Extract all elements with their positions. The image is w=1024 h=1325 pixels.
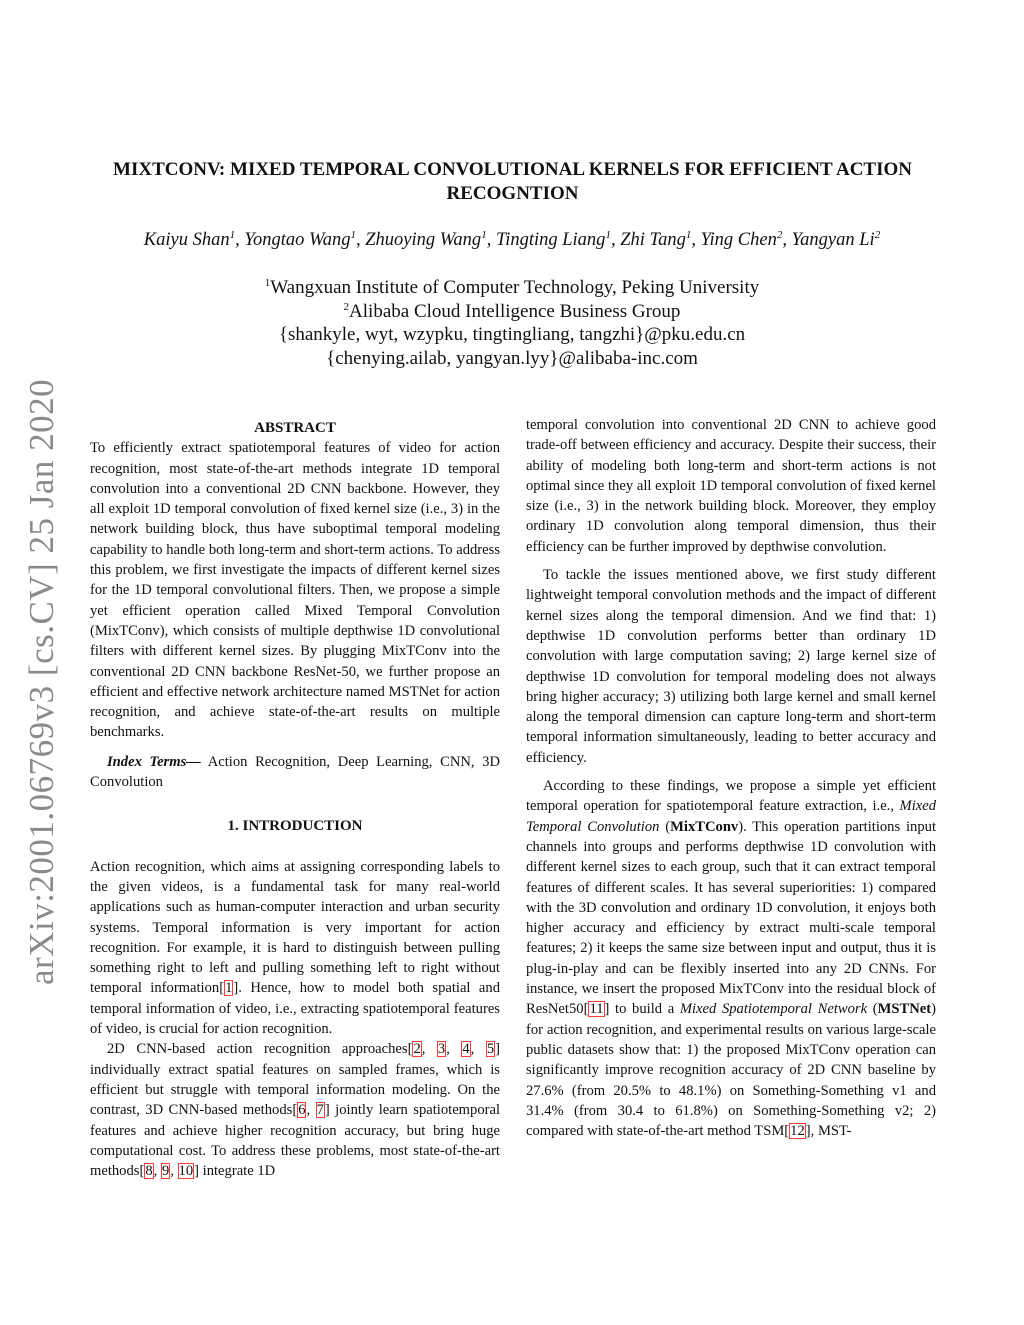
- author-list: Kaiyu Shan$^1$, Yongtao Wang$^1$, Zhuoying Wang$^1$, Tingting Liang$^1$, Zhi Tang$^1$, Ying Chen$^2$, Yangyan Li$^2$: [143, 229, 881, 250]
- index-terms-label: Index Terms—: [107, 753, 201, 770]
- citation-link[interactable]: 2: [413, 1041, 421, 1058]
- author: Yangyan Li$^2$: [791, 229, 881, 250]
- author: Tingting Liang$^1$: [495, 229, 611, 250]
- index-terms: [90, 752, 500, 793]
- author: Ying Chen$^2$: [700, 229, 783, 250]
- email-line-2: {chenying.ailab, yangyan.lyy}@alibaba-inc.com: [326, 348, 698, 369]
- intro-paragraph-5: According to these findings, we propose a simple yet efficient temporal operation for spatiotemporal feature extraction, i.e., Mixed Temporal Convolution (MixTConv). This operation partitions input channels into groups and performs depthwise 1D convolution with different kernel sizes to each group, such that it can extract temporal features of different scales. It has several superiorities: 1) compared with the 3D convolution and ordinary 1D convolution, it enjoys both higher accuracy and efficiency by extract multi-scale temporal features; 2) it keeps the same size between input and output, thus it is plug-in-play and can be flexibly inserted into any 2D CNNs. For instance, we insert the proposed MixTConv into the residual block of ResNet50[11] to build a Mixed Spatiotemporal Network (MSTNet) for action recognition, and experimental results on various large-scale public datasets show that: 1) the proposed MixTConv operation can significantly improve recognition accuracy of 2D CNN baseline by 27.6% (from 20.5% to 48.1%) on Something-Something v1 and 31.4% (from 30.4 to 61.8%) on Something-Something v2; 2) compared with state-of-the-art method TSM[12], MST-: [526, 778, 936, 1140]
- intro-paragraph-2: 2D CNN-based action recognition approaches[2, 3, 4, 5] individually extract spatial features on sampled frames, which is efficient but struggle with temporal information modeling. On the contrast, 3D CNN-based methods[6, 7] jointly learn spatiotemporal features and achieve higher recognition accuracy, but bring huge computational cost. To address these problems, most state-of-the-art methods[8, 9, 10] integrate 1D: [90, 1041, 501, 1180]
- citation-link[interactable]: 4: [462, 1041, 470, 1058]
- abstract-heading: ABSTRACT: [254, 420, 336, 436]
- author: Yongtao Wang$^1$: [244, 229, 356, 250]
- author: Kaiyu Shan$^1$: [143, 229, 236, 250]
- right-column: [526, 415, 936, 1141]
- title-line-2: RECOGNTION: [446, 183, 579, 204]
- intro-heading: 1. INTRODUCTION: [227, 818, 363, 835]
- citation-link[interactable]: 9: [161, 1163, 170, 1180]
- abstract-text: To efficiently extract spatiotemporal features of video for action recognition, most state-of-the-art methods integrate 1D temporal convolution into a conventional 2D CNN backbone. However, they all exploit 1D temporal convolution of fixed kernel size (i.e., 3) in the network building block, thus have suboptimal temporal modeling capability to handle both long-term and short-term actions. To address this problem, we first investigate the impacts of different kernel sizes for the 1D temporal convolutional filters. Then, we propose a simple yet efficient operation called Mixed Temporal Convolution (MixTConv), which consists of multiple depthwise 1D convolutional filters with different kernel sizes. By plugging MixTConv into the conventional 2D CNN backbone ResNet-50, we further propose an efficient and effective network architecture named MSTNet for action recognition, and achieve state-of-the-art results on multiple benchmarks.: [90, 440, 500, 741]
- intro-paragraph-1: Action recognition, which aims at assigning corresponding labels to the given videos, is a fundamental task for many real-world applications such as human-computer interaction and urban security systems. Temporal information is very important for action recognition. For example, it is hard to distinguish between pulling something right to left and pulling something left to right without temporal information[1]. Hence, how to model both spatial and temporal information of video, i.e., extracting spatiotemporal features of video, is crucial for action recognition.: [90, 858, 500, 1038]
- author: Zhi Tang$^1$: [620, 229, 692, 250]
- arxiv-identifier: arXiv:2001.06769v3 [cs.CV] 25 Jan 2020: [22, 378, 61, 985]
- citation-link[interactable]: 12: [790, 1123, 805, 1140]
- left-column: [90, 418, 500, 1181]
- citation-link[interactable]: 11: [589, 1001, 604, 1018]
- title-line-1: MIXTCONV: MIXED TEMPORAL CONVOLUTIONAL KERNELS FOR EFFICIENT ACTION: [113, 159, 912, 180]
- affiliation-1: $^1$Wangxuan Institute of Computer Technology, Peking University: [264, 277, 760, 298]
- citation-link[interactable]: 8: [145, 1163, 153, 1180]
- intro-paragraph-4: To tackle the issues mentioned above, we first study different lightweight temporal convolution methods and the impact of different kernel sizes along the temporal dimension. And we find that: 1) depthwise 1D convolution performs better than ordinary 1D convolution with large computation saving; 2) large kernel size of depthwise 1D convolution for temporal modeling does not always bring higher accuracy; 3) utilizing both large kernel and small kernel along the temporal dimension can capture long-term and short-term temporal information simultaneously, leading to better accuracy and efficiency.: [526, 567, 936, 766]
- citation-link[interactable]: 6: [298, 1102, 306, 1119]
- paper-title: [80, 158, 945, 206]
- citation-link[interactable]: 1: [225, 980, 233, 997]
- index-terms-text: Action Recognition, Deep Learning, CNN, 3D Convolution: [90, 753, 501, 791]
- email-line-1: {shankyle, wyt, wzypku, tingtingliang, tangzhi}@pku.edu.cn: [278, 324, 746, 345]
- citation-link[interactable]: 7: [316, 1102, 324, 1119]
- citation-link[interactable]: 5: [486, 1041, 495, 1058]
- affiliation-2: $^2$Alibaba Cloud Intelligence Business Group: [343, 301, 681, 322]
- author: Zhuoying Wang$^1$: [365, 229, 487, 250]
- citation-link[interactable]: 3: [437, 1041, 446, 1058]
- intro-paragraph-3: temporal convolution into conventional 2D CNN to achieve good trade-off between efficiency and accuracy. Despite their success, their ability of modeling both long-term and short-term actions is not optimal since they all exploit 1D temporal convolution of fixed kernel size (i.e., 3) in the network building block. Moreover, they employ ordinary 1D convolution along temporal dimension, thus their efficiency can be further improved by depthwise convolution.: [526, 417, 936, 555]
- citation-link[interactable]: 10: [178, 1163, 194, 1180]
